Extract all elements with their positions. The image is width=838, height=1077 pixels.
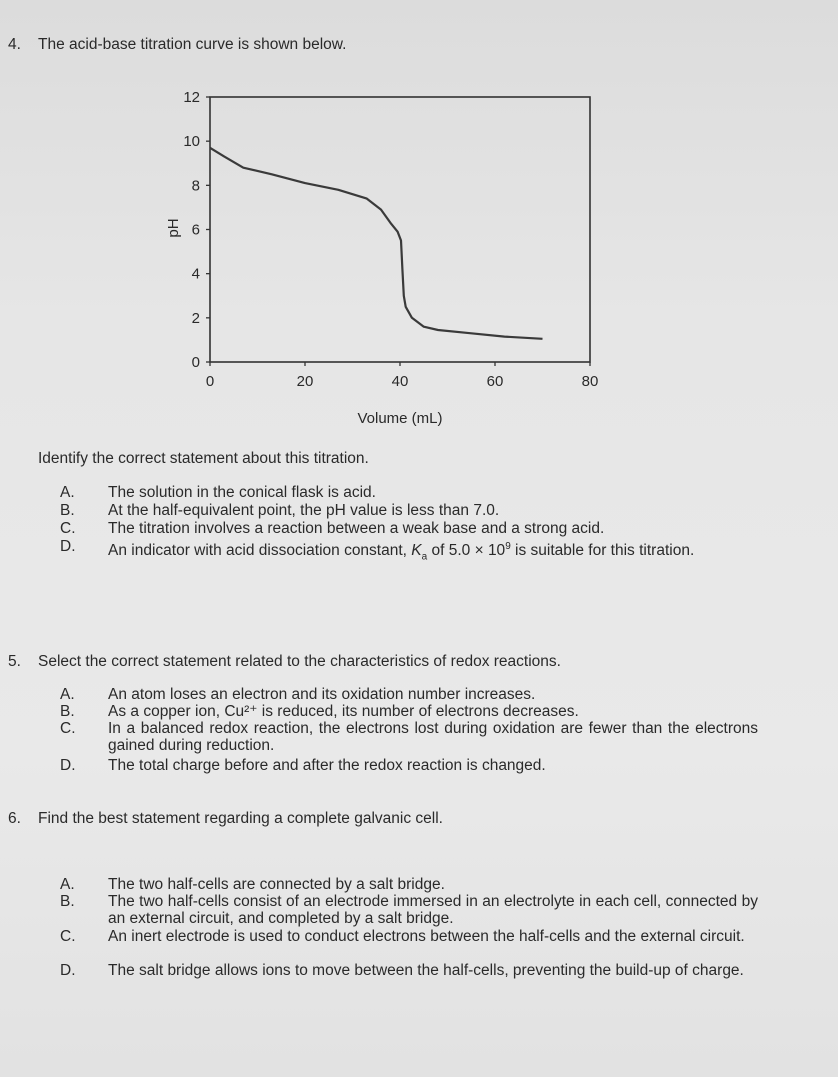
option-text-part: is suitable for this titration. (510, 542, 695, 560)
y-axis-label: pH (165, 218, 182, 238)
option-text (108, 538, 758, 565)
y-tick-label: 10 (183, 133, 200, 151)
titration-chart (150, 80, 620, 430)
option-letter: D. (60, 757, 76, 774)
ka-subscript: a (421, 551, 428, 563)
y-tick-label: 6 (191, 221, 200, 239)
option-letter: D. (60, 962, 76, 979)
option-text: An inert electrode is used to conduct electrons between the half-cells and the external circuit. (108, 928, 745, 945)
x-tick-label: 0 (205, 373, 215, 390)
option-text: The solution in the conical flask is acid. (108, 484, 376, 501)
option-letter: A. (60, 686, 75, 703)
option-letter: B. (60, 502, 75, 519)
y-tick-label: 4 (191, 265, 200, 283)
option-letter: C. (60, 720, 76, 737)
question-5-number: 5. (8, 653, 21, 670)
x-tick-label: 20 (296, 373, 314, 390)
plot-frame (210, 97, 590, 362)
question-6-stem: Find the best statement regarding a complete galvanic cell. (38, 810, 443, 827)
option-text: The titration involves a reaction between a weak base and a strong acid. (108, 520, 605, 537)
option-text: The total charge before and after the redox reaction is changed. (108, 757, 546, 774)
x-tick-label: 40 (391, 373, 409, 390)
y-tick-label: 12 (183, 89, 200, 106)
y-tick-label: 8 (191, 177, 200, 195)
option-letter: C. (60, 928, 76, 945)
x-axis-label: Volume (mL) (357, 410, 443, 427)
option-text: The two half-cells are connected by a salt bridge. (108, 876, 445, 893)
option-text: As a copper ion, Cu²⁺ is reduced, its number of electrons decreases. (108, 703, 579, 720)
option-text: The two half-cells consist of an electrode immersed in an electrolyte in each cell, connected by an external circuit, and completed by a salt bridge. (108, 893, 758, 927)
exponent: 9 (505, 541, 511, 552)
question-6-number: 6. (8, 810, 21, 827)
option-letter: B. (60, 893, 75, 910)
option-text: The salt bridge allows ions to move between the half-cells, preventing the build-up of charge. (108, 962, 744, 979)
option-letter: A. (60, 484, 75, 501)
question-5-stem: Select the correct statement related to the characteristics of redox reactions. (38, 653, 561, 670)
option-letter: D. (60, 538, 76, 555)
question-4-prompt: Identify the correct statement about this titration. (38, 450, 369, 467)
question-4-stem: The acid-base titration curve is shown below. (38, 36, 347, 53)
y-tick-label: 0 (191, 354, 200, 371)
x-tick-label: 60 (486, 373, 504, 390)
option-text-part: of 5.0 × 10 (427, 542, 506, 560)
option-text-part: An indicator with acid dissociation constant, (108, 542, 412, 560)
option-letter: B. (60, 703, 75, 720)
question-4-number: 4. (8, 36, 21, 53)
ka-symbol: K (411, 542, 422, 560)
option-text: At the half-equivalent point, the pH value is less than 7.0. (108, 502, 500, 519)
y-tick-label: 2 (191, 309, 200, 327)
x-tick-label: 80 (581, 373, 599, 390)
option-letter: C. (60, 520, 76, 537)
titration-curve-line (210, 148, 543, 339)
option-text: An atom loses an electron and its oxidation number increases. (108, 686, 536, 703)
option-text: In a balanced redox reaction, the electrons lost during oxidation are fewer than the electrons gained during reduction. (108, 720, 758, 754)
option-letter: A. (60, 876, 75, 893)
